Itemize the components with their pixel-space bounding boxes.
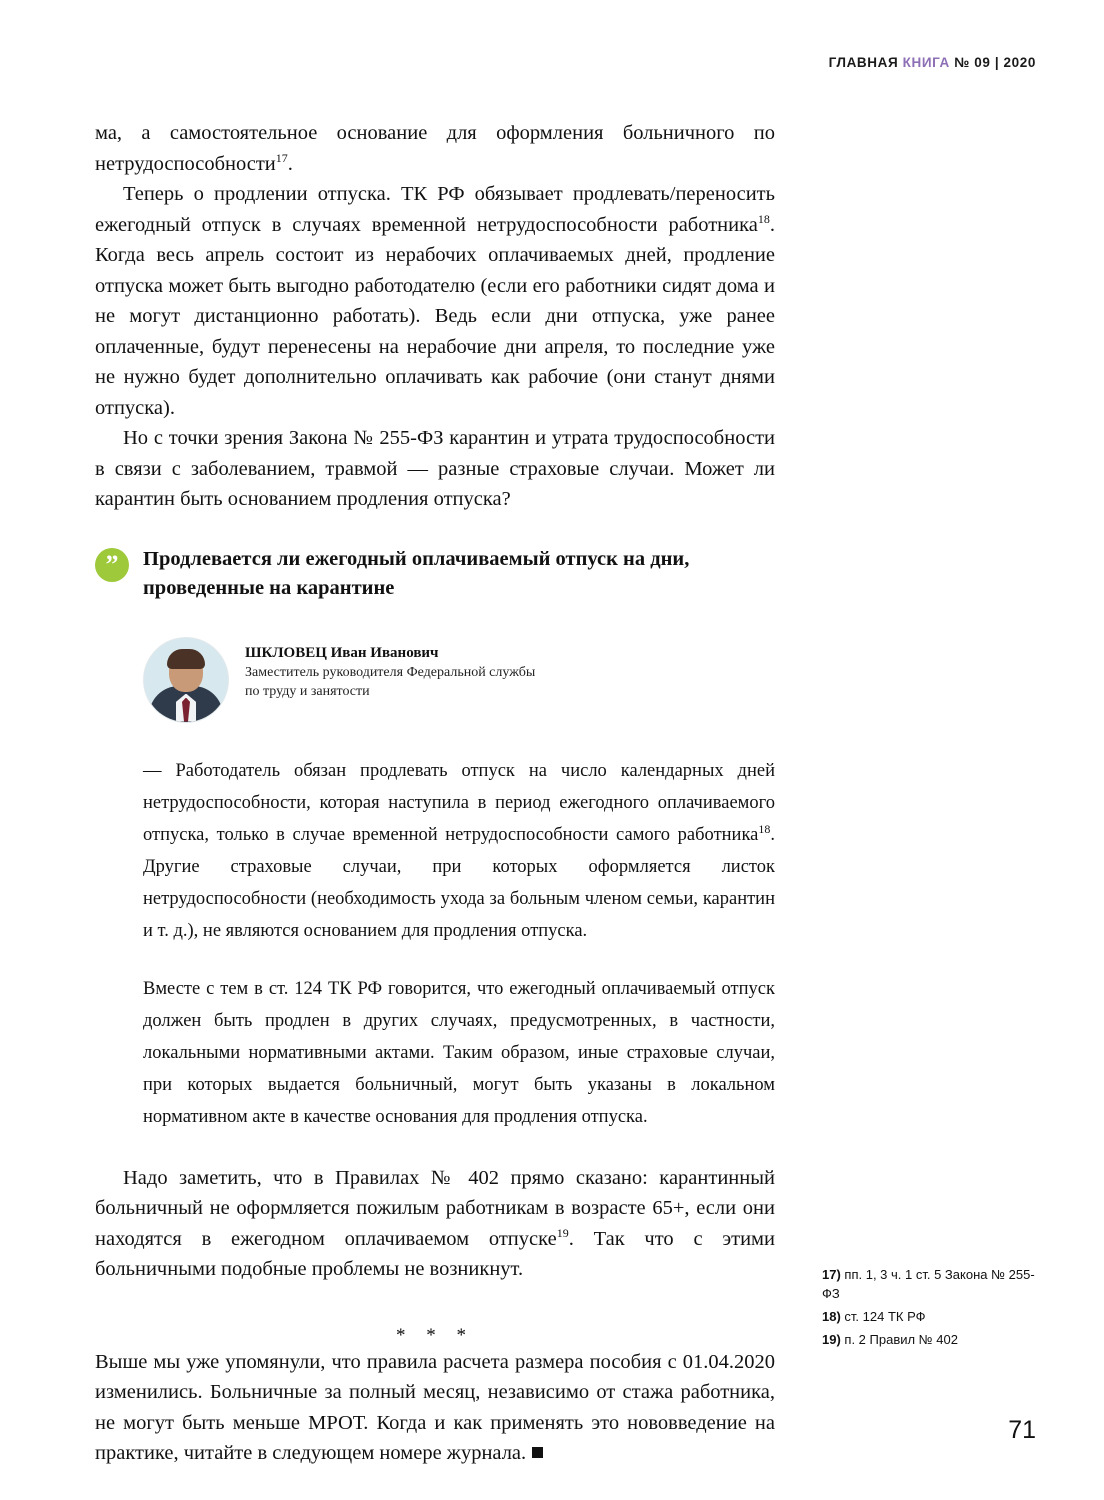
footnote-18 [822, 1307, 1037, 1326]
magazine-title-main: ГЛАВНАЯ [828, 55, 899, 70]
paragraph-after-answer [95, 1163, 775, 1285]
footnote-ref-18: 18 [757, 211, 770, 226]
quote-icon: ” [95, 548, 129, 582]
paragraph-1-text: ма, а самостоятельное основание для оформления больничного по нетрудоспособности [95, 122, 775, 175]
answer-paragraph-2: Вместе с тем в ст. 124 ТК РФ говорится, что ежегодный оплачиваемый отпуск должен быть продлен в других случаях, предусмотренных, в частности, локальными нормативными актами. Таким образом, иные страховые случаи, при которых выдается больничный, могут быть указаны в локальном нормативном акте в качестве основания для продления отпуска. [143, 978, 775, 1127]
expert-role-line-1: Заместитель руководителя Федеральной службы [245, 664, 536, 680]
footnote-19 [822, 1330, 1037, 1349]
expert-block [143, 637, 775, 723]
magazine-issue: № 09 | 2020 [954, 55, 1036, 70]
expert-role-line-2: по труду и занятости [245, 683, 370, 699]
footnote-19-marker: 19) [822, 1332, 841, 1347]
paragraph-2-rest: . Когда весь апрель состоит из нерабочих оплачиваемых дней, продление отпуска может быть выгодно работодателю (если его работники сидят дома и не могут дистанционно работать). Ведь если дни отпуска, уже ранее оплаченные, будут перенесены на нерабочие дни апреля, то последние уже не нужно будет дополнительно оплачивать как рабочие (они станут днями отпуска). [95, 213, 775, 419]
answer-paragraph-1-start: — Работодатель обязан продлевать отпуск на число календарных дней нетрудоспособности, которая наступила в период ежегодного оплачиваемого отпуска, только в случае временной нетрудоспособности самого работника [143, 760, 775, 845]
footnote-17-marker: 17) [822, 1267, 841, 1282]
question-title: Продлевается ли ежегодный оплачиваемый отпуск на дни, проведенные на карантине [143, 547, 690, 599]
footnote-ref-18-answer: 18 [758, 821, 771, 836]
footnote-18-marker: 18) [822, 1309, 841, 1324]
paragraph-1 [95, 118, 775, 179]
paragraph-after-answer-start: Надо заметить, что в Правилах № 402 прямо сказано: карантинный больничный не оформляется пожилым работникам в возрасте 65+, если они находятся в ежегодном оплачиваемом отпуске [95, 1166, 775, 1250]
closing-paragraph-text: Выше мы уже упомянули, что правила расчета размера пособия с 01.04.2020 изменились. Больничные за полный месяц, независимо от стажа работника, не могут быть меньше МРОТ. Когда и как применять это нововведение на практике, читайте в следующем номере журнала. [95, 1350, 775, 1464]
footnote-19-text: п. 2 Правил № 402 [840, 1332, 958, 1347]
expert-info [245, 637, 535, 701]
footnote-17 [822, 1265, 1037, 1303]
paragraph-1-dot: . [287, 152, 293, 175]
footnote-18-text: ст. 124 ТК РФ [840, 1309, 926, 1324]
footnote-ref-17: 17 [275, 150, 288, 165]
paragraph-3: Но с точки зрения Закона № 255-ФЗ карантин и утрата трудоспособности в связи с заболеванием, травмой — разные страховые случаи. Может ли карантин быть основанием продления отпуска? [95, 427, 775, 510]
avatar [143, 637, 229, 723]
paragraph-2 [95, 179, 775, 423]
expert-name: ШКЛОВЕЦ Иван Иванович [245, 644, 439, 661]
footnote-17-text: пп. 1, 3 ч. 1 ст. 5 Закона № 255-ФЗ [822, 1267, 1035, 1301]
avatar-hair [167, 649, 205, 669]
article-body [95, 118, 775, 1469]
section-separator: * * * [396, 1324, 474, 1346]
page-number: 71 [1008, 1416, 1036, 1444]
answer-paragraph-1-end: . Другие страховые случаи, при которых оформляется листок нетрудоспособности (необходимость ухода за больным членом семьи, карантин и т. д.), не являются основанием для продления отпуска. [143, 824, 775, 941]
page-header [829, 55, 1036, 70]
closing-paragraph [95, 1347, 775, 1469]
paragraph-after-answer-end: . Так что с этими больничными подобные проблемы не возникнут. [95, 1227, 775, 1280]
answer-paragraph-1 [143, 755, 775, 947]
paragraph-2-text: Теперь о продлении отпуска. ТК РФ обязывает продлевать/переносить ежегодный отпуск в случаях временной нетрудоспособности работника [95, 183, 775, 236]
question-callout [95, 545, 775, 603]
end-of-article-mark [532, 1447, 543, 1458]
expert-answer [143, 755, 775, 1133]
footnotes [822, 1265, 1037, 1353]
footnote-ref-19: 19 [556, 1225, 569, 1240]
magazine-title-accent: КНИГА [902, 55, 950, 70]
